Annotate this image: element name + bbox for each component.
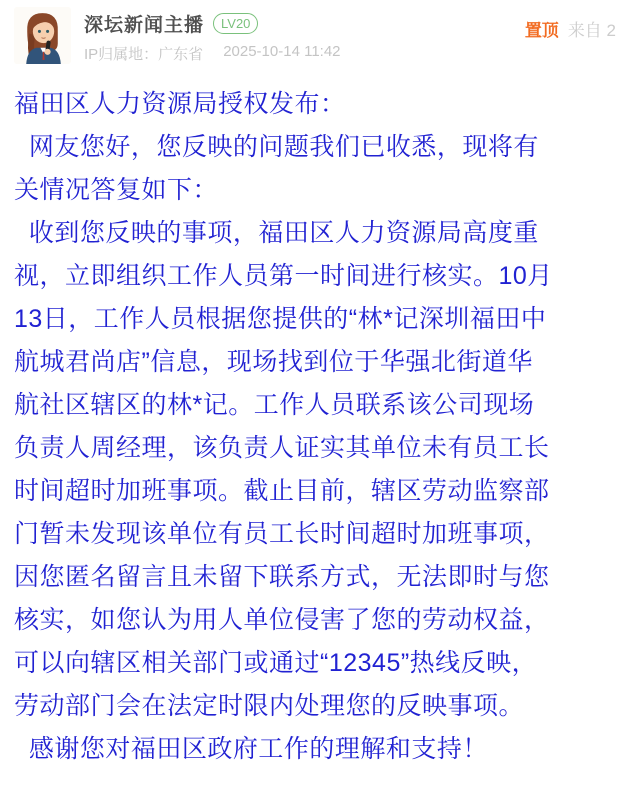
post-line: 核实，如您认为用人单位侵害了您的劳动权益， (14, 606, 550, 634)
news-anchor-avatar-icon (14, 7, 71, 64)
level-badge[interactable]: LV20 (213, 13, 258, 34)
post-line: 可以向辖区相关部门或通过“12345”热线反映， (14, 649, 538, 677)
post-line: 负责人周经理，该负责人证实其单位未有员工长 (14, 434, 550, 462)
user-info (84, 7, 525, 64)
post-line: 感谢您对福田区政府工作的理解和支持！ (14, 735, 488, 763)
post-line: 因您匿名留言且未留下联系方式，无法即时与您 (14, 563, 550, 591)
header-right (525, 7, 616, 41)
post-line: 13日，工作人员根据您提供的“林*记深圳福田中 (14, 305, 547, 333)
post-line: 福田区人力资源局授权发布： (14, 90, 346, 118)
avatar[interactable] (14, 7, 71, 64)
post-body (14, 83, 574, 771)
ip-location: IP归属地：广东省 (84, 46, 204, 63)
from-link[interactable]: 来自 2 (567, 21, 616, 40)
post-line: 收到您反映的事项，福田区人力资源局高度重 (14, 219, 539, 247)
post-line: 网友您好，您反映的问题我们已收悉，现将有 (14, 133, 539, 161)
pinned-badge: 置顶 (524, 21, 559, 40)
post-line: 航社区辖区的林*记。工作人员联系该公司现场 (14, 391, 535, 419)
username[interactable]: 深坛新闻主播 (84, 15, 205, 36)
post-line: 门暂未发现该单位有员工长时间超时加班事项， (14, 520, 550, 548)
post-line: 时间超时加班事项。截止目前，辖区劳动监察部 (14, 477, 550, 505)
timestamp: 2025-10-14 11:42 (223, 43, 341, 60)
post-line: 劳动部门会在法定时限内处理您的反映事项。 (14, 692, 525, 720)
user-row (84, 10, 525, 37)
post-header (14, 7, 616, 64)
post-meta (84, 43, 525, 64)
post-line: 航城君尚店”信息，现场找到位于华强北街道华 (14, 348, 533, 376)
post-line: 视，立即组织工作人员第一时间进行核实。10月 (14, 262, 553, 290)
post-line: 关情况答复如下： (14, 176, 219, 204)
